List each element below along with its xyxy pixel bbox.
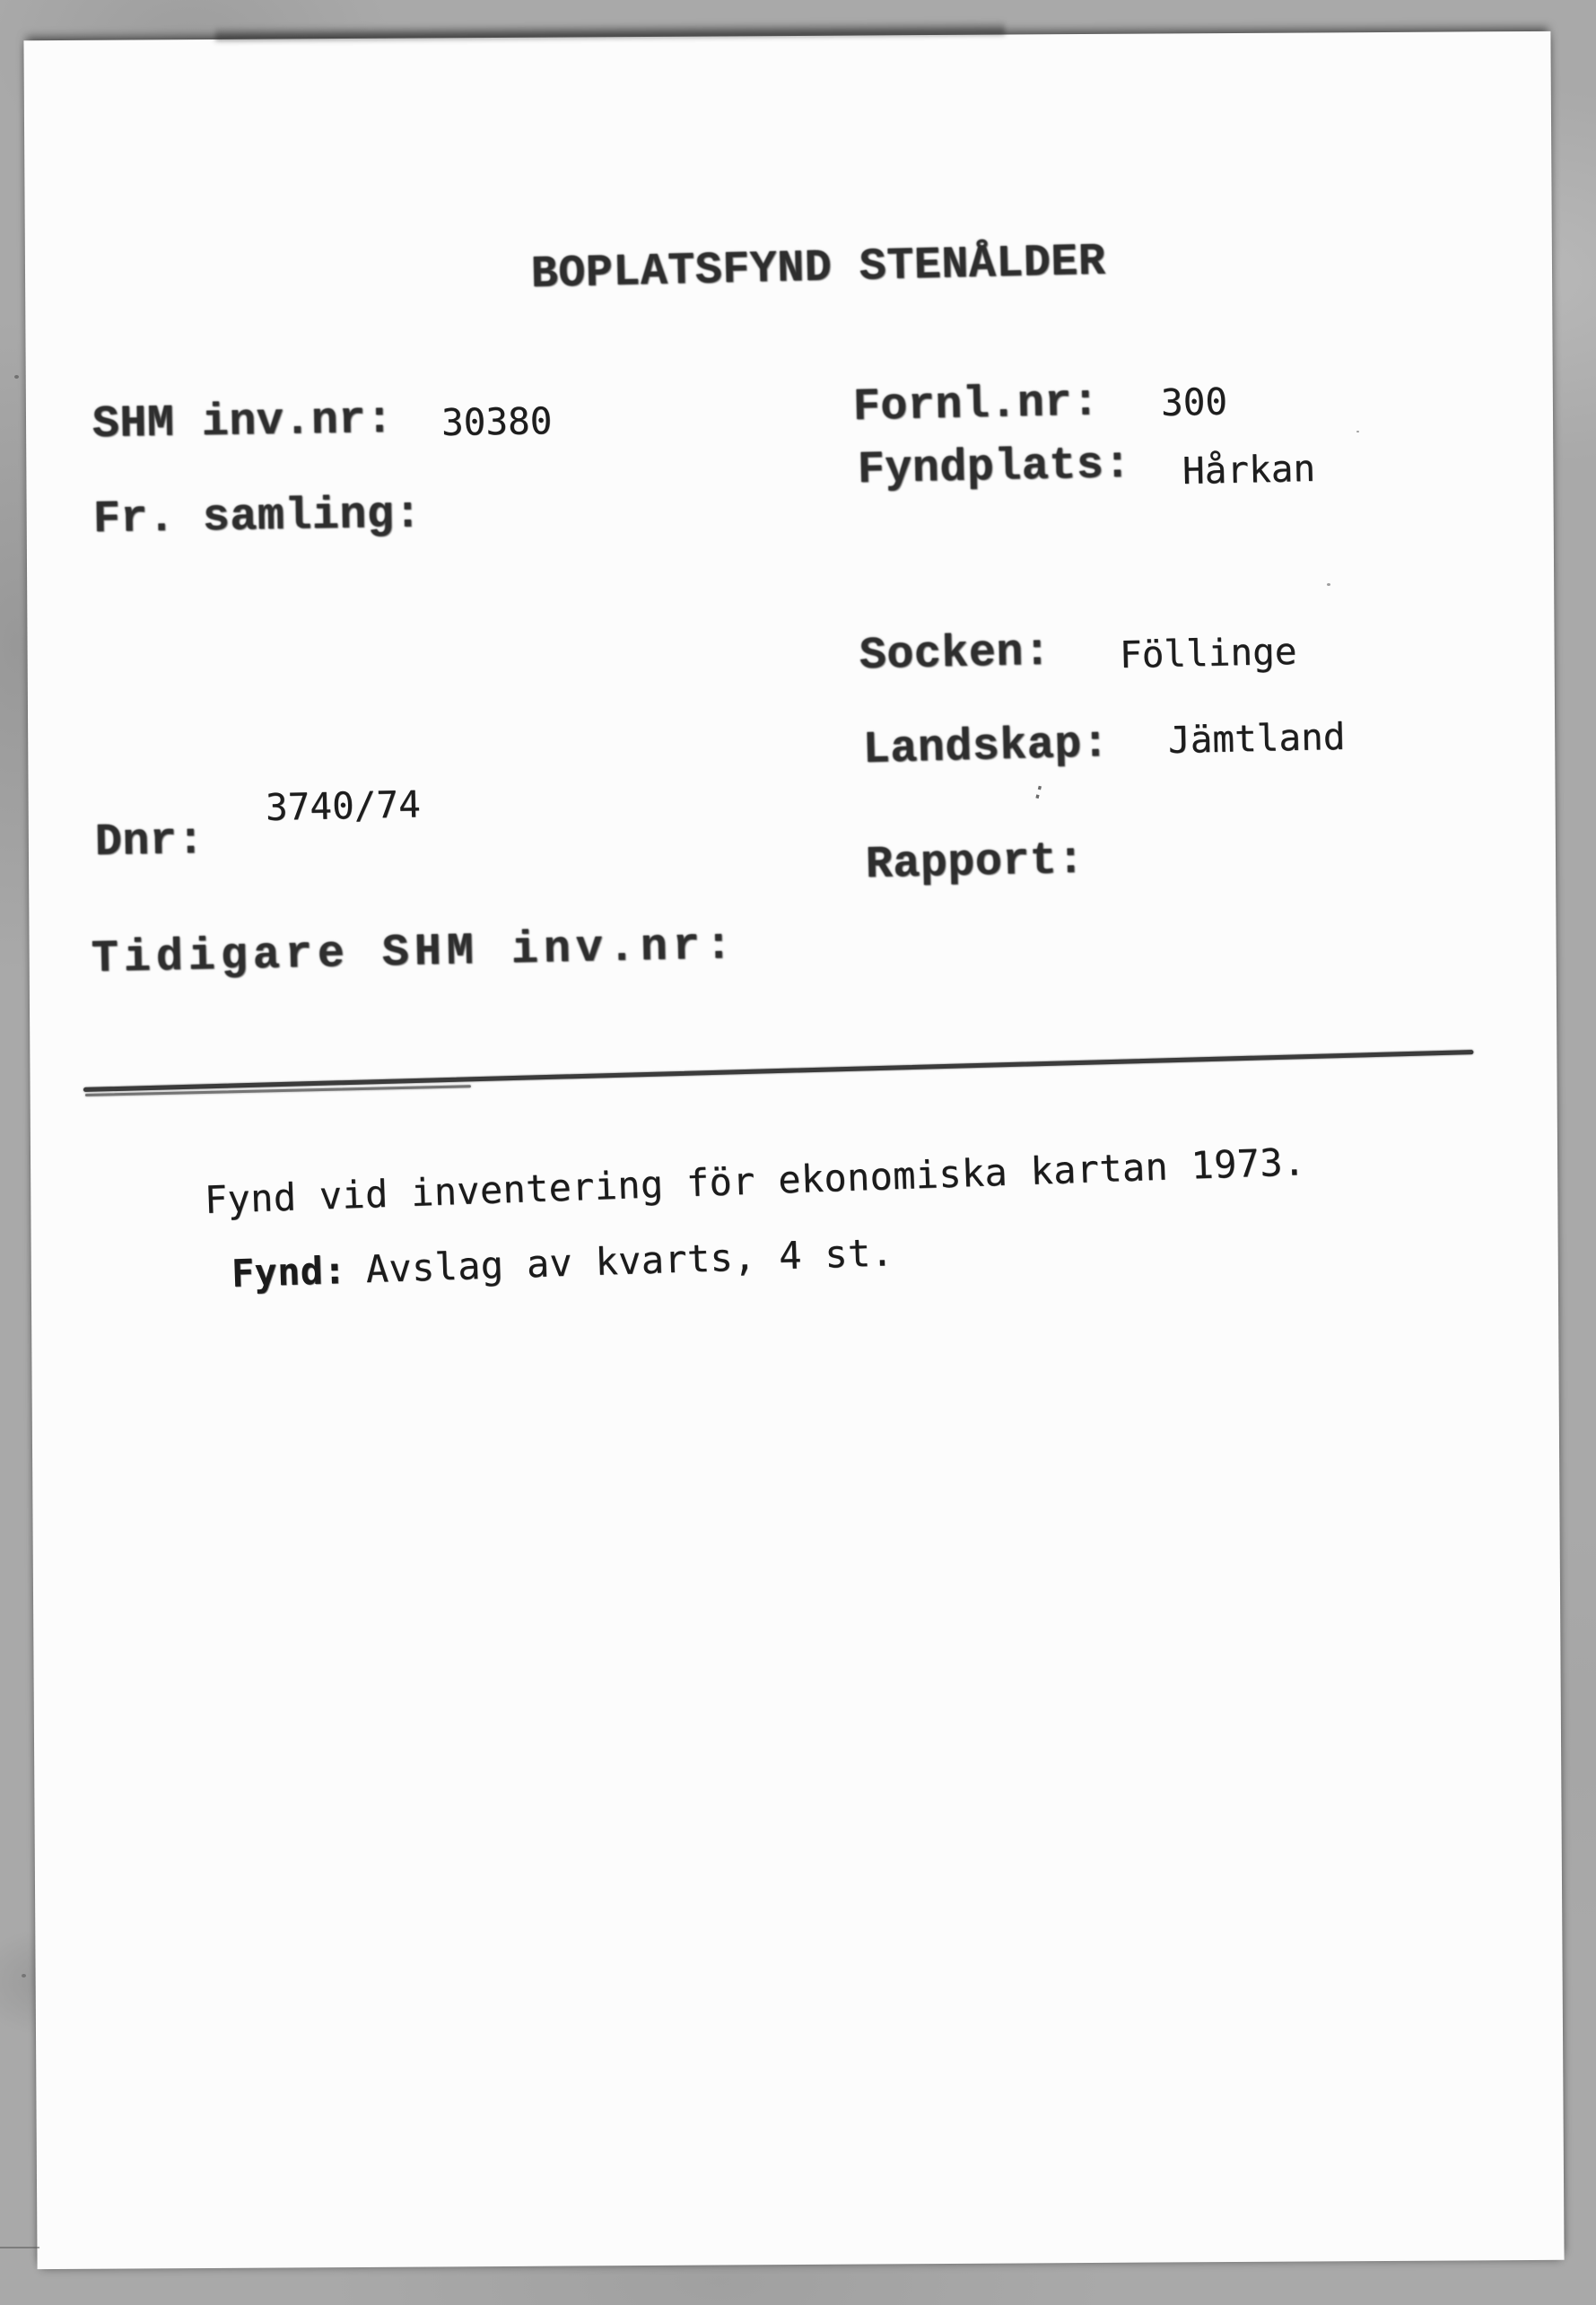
scan-speck [14, 375, 19, 379]
stray-ink-mark: : [1028, 775, 1050, 807]
scan-speck [1356, 431, 1359, 432]
document-title: BOPLATSFYND STENÅLDER [530, 236, 1107, 301]
scan-speck [22, 1974, 26, 1978]
scan-scratch [0, 2247, 39, 2248]
fynd-text: Avslag av kvarts, 4 st. [365, 1230, 894, 1292]
field-socken-value: Föllinge [1119, 629, 1297, 677]
field-shm-value: 30380 [440, 399, 553, 444]
document-paper [23, 31, 1564, 2269]
field-fyndplats-label: Fyndplats: [857, 439, 1132, 496]
field-shm-label: SHM inv.nr: [92, 394, 394, 450]
field-fyndplats-value: Hårkan [1182, 446, 1316, 493]
fynd-label: Fynd: [231, 1247, 347, 1296]
field-samling-label: Fr. samling: [92, 489, 423, 546]
field-dnr-label: Dnr: [94, 815, 205, 869]
field-fornl-value: 300 [1160, 380, 1228, 424]
scan-speck [1327, 583, 1330, 586]
field-landskap-value: Jämtland [1167, 714, 1346, 762]
field-landskap-label: Landskap: [862, 718, 1111, 776]
field-tidigare-label: Tidigare SHM inv.nr: [91, 920, 738, 985]
note-line-1: Fynd vid inventering för ekonomiska kartan 1973. [204, 1139, 1307, 1222]
field-socken-label: Socken: [859, 626, 1052, 682]
field-rapport-label: Rapport: [865, 834, 1086, 891]
field-dnr-value: 3740/74 [265, 782, 422, 829]
field-fornl-label: Fornl.nr: [852, 377, 1101, 433]
